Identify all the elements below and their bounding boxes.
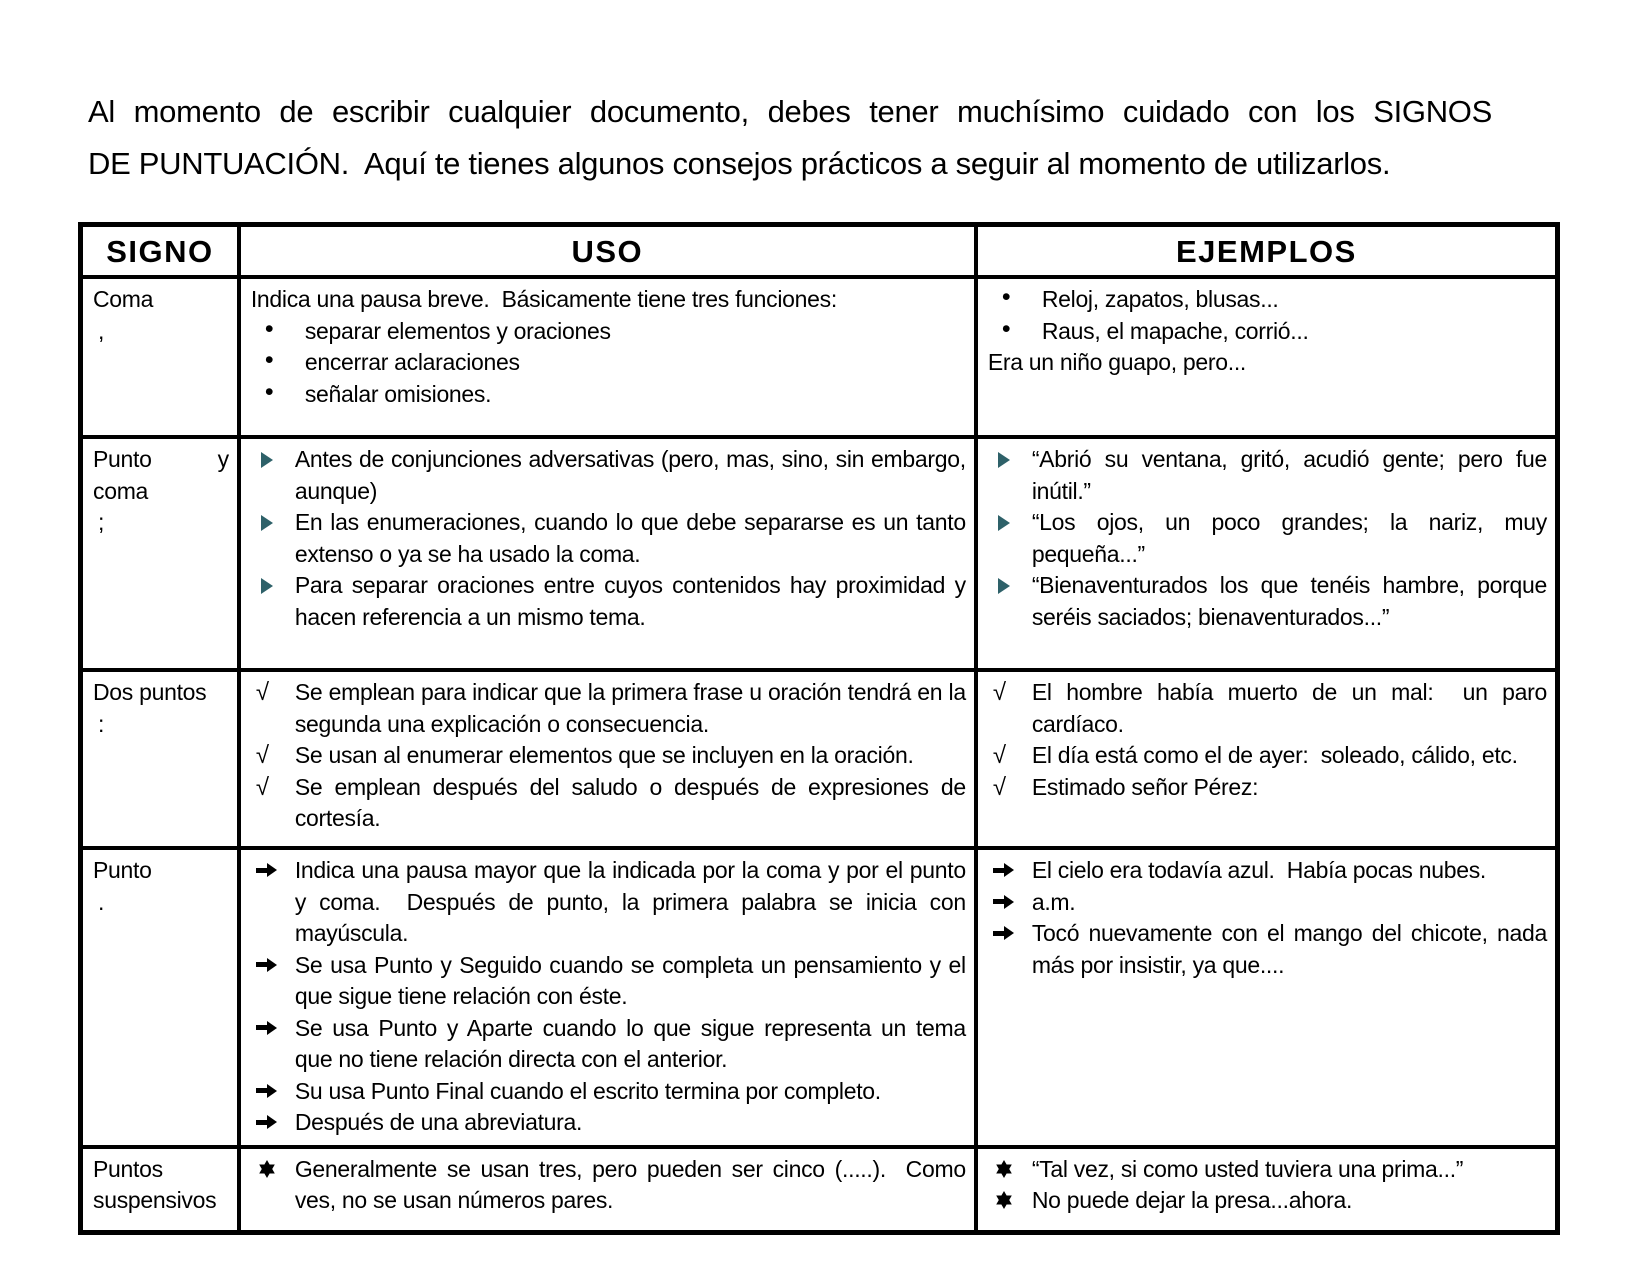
item-text: Indica una pausa mayor que la indicada por la coma y por el punto y coma. Después de punto, la primera palabra se inicia con mayúscula. <box>294 857 966 946</box>
item-text: separar elementos y oraciones <box>304 317 611 344</box>
signo-cell <box>81 437 239 670</box>
dot-bullet-icon: • <box>264 377 274 406</box>
item-text: “Los ojos, un poco grandes; la nariz, muy pequeña...” <box>1031 509 1547 567</box>
signo-name: Punto <box>93 857 152 883</box>
table-row <box>81 670 1558 848</box>
bullet-item <box>988 918 1547 981</box>
check-bullet-icon: √ <box>992 679 1006 706</box>
bullet-item <box>251 379 966 411</box>
arrow-bullet-icon <box>256 958 278 972</box>
star-bullet-icon <box>995 1191 1013 1209</box>
uso-cell <box>239 848 976 1147</box>
item-text: Tocó nuevamente con el mango del chicote, nada más por insistir, ya que.... <box>1031 920 1547 978</box>
intro-line-2: DE PUNTUACIÓN. Aquí te tienes algunos consejos prácticos a seguir al momento de utilizarlos. <box>88 146 1391 181</box>
ejemplos-cell <box>976 277 1558 437</box>
uso-cell <box>239 437 976 670</box>
item-text: Se usa Punto y Seguido cuando se completa un pensamiento y el que sigue tiene relación con éste. <box>294 951 966 1009</box>
triangle-bullet-icon <box>998 515 1010 531</box>
bullet-item <box>988 887 1547 919</box>
bullet-item <box>251 772 966 835</box>
signo-name: Dos puntos <box>93 679 207 705</box>
item-text: “Tal vez, si como usted tuviera una prima...” <box>1031 1155 1464 1182</box>
check-bullet-icon: √ <box>255 679 270 706</box>
bullet-item <box>251 1076 966 1108</box>
item-text: Después de una abreviatura. <box>294 1109 583 1135</box>
bullet-item <box>251 570 966 633</box>
item-text: Su usa Punto Final cuando el escrito termina por completo. <box>294 1077 881 1104</box>
table-row <box>81 277 1558 437</box>
header-signo: SIGNO <box>81 225 239 278</box>
signo-symbol: , <box>98 317 105 344</box>
table-row <box>81 848 1558 1147</box>
triangle-bullet-icon <box>998 452 1010 468</box>
check-bullet-icon: √ <box>992 742 1006 769</box>
check-bullet-icon: √ <box>255 742 270 769</box>
bullet-item <box>988 740 1547 772</box>
arrow-bullet-icon <box>993 895 1015 909</box>
item-text: señalar omisiones. <box>304 380 492 407</box>
bullet-item <box>251 1013 966 1076</box>
item-text: El día está como el de ayer: soleado, cálido, etc. <box>1031 742 1518 768</box>
bullet-item <box>988 316 1547 348</box>
signo-name: Coma <box>93 286 154 312</box>
bullet-item <box>988 284 1547 316</box>
bullet-item <box>988 1185 1547 1217</box>
signo-cell <box>81 848 239 1147</box>
signo-symbol: : <box>98 710 105 737</box>
bullet-item <box>988 855 1547 887</box>
intro-line-1: Al momento de escribir cualquier documento, debes tener muchísimo cuidado con los SIGNOS <box>88 94 1492 129</box>
signo-cell <box>81 1147 239 1233</box>
item-text: a.m. <box>1031 888 1076 915</box>
bullet-item <box>251 347 966 379</box>
item-text: Se usa Punto y Aparte cuando lo que sigue representa un tema que no tiene relación directa con el anterior. <box>294 1014 966 1072</box>
uso-cell <box>239 277 976 437</box>
item-text: No puede dejar la presa...ahora. <box>1031 1187 1353 1213</box>
ejemplos-cell <box>976 437 1558 670</box>
bullet-item <box>251 444 966 507</box>
bullet-item <box>251 316 966 348</box>
header-uso: USO <box>239 225 976 278</box>
bullet-item <box>251 740 966 772</box>
arrow-bullet-icon <box>256 1084 278 1098</box>
signo-symbol: . <box>98 888 105 915</box>
bullet-item <box>988 570 1547 633</box>
intro-paragraph <box>88 86 1492 190</box>
star-bullet-icon <box>258 1160 276 1178</box>
triangle-bullet-icon <box>261 515 273 531</box>
item-text: Indica una pausa breve. Básicamente tiene tres funciones: <box>250 286 837 312</box>
bullet-item <box>988 444 1547 507</box>
ejemplos-cell <box>976 848 1558 1147</box>
item-text: Generalmente se usan tres, pero pueden ser cinco (.....). Como ves, no se usan números pares. <box>294 1155 966 1213</box>
arrow-bullet-icon <box>256 863 278 877</box>
bullet-item <box>251 950 966 1013</box>
dot-bullet-icon: • <box>1001 283 1011 311</box>
dot-bullet-icon: • <box>264 314 274 343</box>
dot-bullet-icon: • <box>1001 314 1011 343</box>
signo-name: Puntos suspensivos <box>93 1155 217 1213</box>
arrow-bullet-icon <box>993 926 1015 940</box>
table-header <box>81 225 1558 278</box>
item-text: Era un niño guapo, pero... <box>987 349 1246 375</box>
arrow-bullet-icon <box>256 1115 278 1129</box>
arrow-bullet-icon <box>993 863 1015 877</box>
check-bullet-icon: √ <box>255 773 270 801</box>
item-text: Se usan al enumerar elementos que se incluyen en la oración. <box>294 742 914 768</box>
item-text: Para separar oraciones entre cuyos contenidos hay proximidad y hacen referencia a un mismo tema. <box>294 572 966 630</box>
item-text: En las enumeraciones, cuando lo que debe separarse es un tanto extenso o ya se ha usado la coma. <box>294 509 966 567</box>
item-text: Estimado señor Pérez: <box>1031 773 1259 800</box>
item-text: Reloj, zapatos, blusas... <box>1041 286 1279 312</box>
item-text: encerrar aclaraciones <box>304 349 520 375</box>
bullet-item <box>988 677 1547 740</box>
table-body <box>81 277 1558 1232</box>
signo-cell <box>81 670 239 848</box>
dot-bullet-icon: • <box>264 346 274 374</box>
check-bullet-icon: √ <box>992 773 1006 801</box>
bullet-item <box>988 507 1547 570</box>
signo-name: Punto y coma <box>93 446 229 504</box>
ejemplos-cell <box>976 670 1558 848</box>
star-bullet-icon <box>995 1160 1013 1178</box>
item-text: El hombre había muerto de un mal: un paro cardíaco. <box>1031 679 1547 737</box>
signo-cell <box>81 277 239 437</box>
item-text: Antes de conjunciones adversativas (pero, mas, sino, sin embargo, aunque) <box>294 446 966 504</box>
uso-cell <box>239 1147 976 1233</box>
item-text: El cielo era todavía azul. Había pocas nubes. <box>1031 857 1486 883</box>
punctuation-table <box>78 222 1560 1235</box>
triangle-bullet-icon <box>998 578 1010 594</box>
table-row <box>81 1147 1558 1233</box>
uso-cell <box>239 670 976 848</box>
arrow-bullet-icon <box>256 1021 278 1035</box>
bullet-item <box>988 772 1547 804</box>
header-ejemplos: EJEMPLOS <box>976 225 1558 278</box>
bullet-item <box>251 855 966 950</box>
text-line <box>251 284 966 316</box>
item-text: Se emplean después del saludo o después de expresiones de cortesía. <box>294 773 966 831</box>
bullet-item <box>988 1154 1547 1186</box>
signo-symbol: ; <box>98 509 105 535</box>
triangle-bullet-icon <box>261 452 273 468</box>
item-text: “Abrió su ventana, gritó, acudió gente; pero fue inútil.” <box>1031 446 1547 504</box>
bullet-item <box>251 1154 966 1217</box>
item-text: Se emplean para indicar que la primera frase u oración tendrá en la segunda una explicación o consecuencia. <box>294 679 966 737</box>
item-text: Raus, el mapache, corrió... <box>1041 317 1309 344</box>
table-row <box>81 437 1558 670</box>
triangle-bullet-icon <box>261 578 273 594</box>
bullet-item <box>251 1107 966 1139</box>
item-text: “Bienaventurados los que tenéis hambre, porque seréis saciados; bienaventurados...” <box>1031 572 1547 630</box>
bullet-item <box>251 677 966 740</box>
text-line <box>988 347 1547 379</box>
ejemplos-cell <box>976 1147 1558 1233</box>
bullet-item <box>251 507 966 570</box>
